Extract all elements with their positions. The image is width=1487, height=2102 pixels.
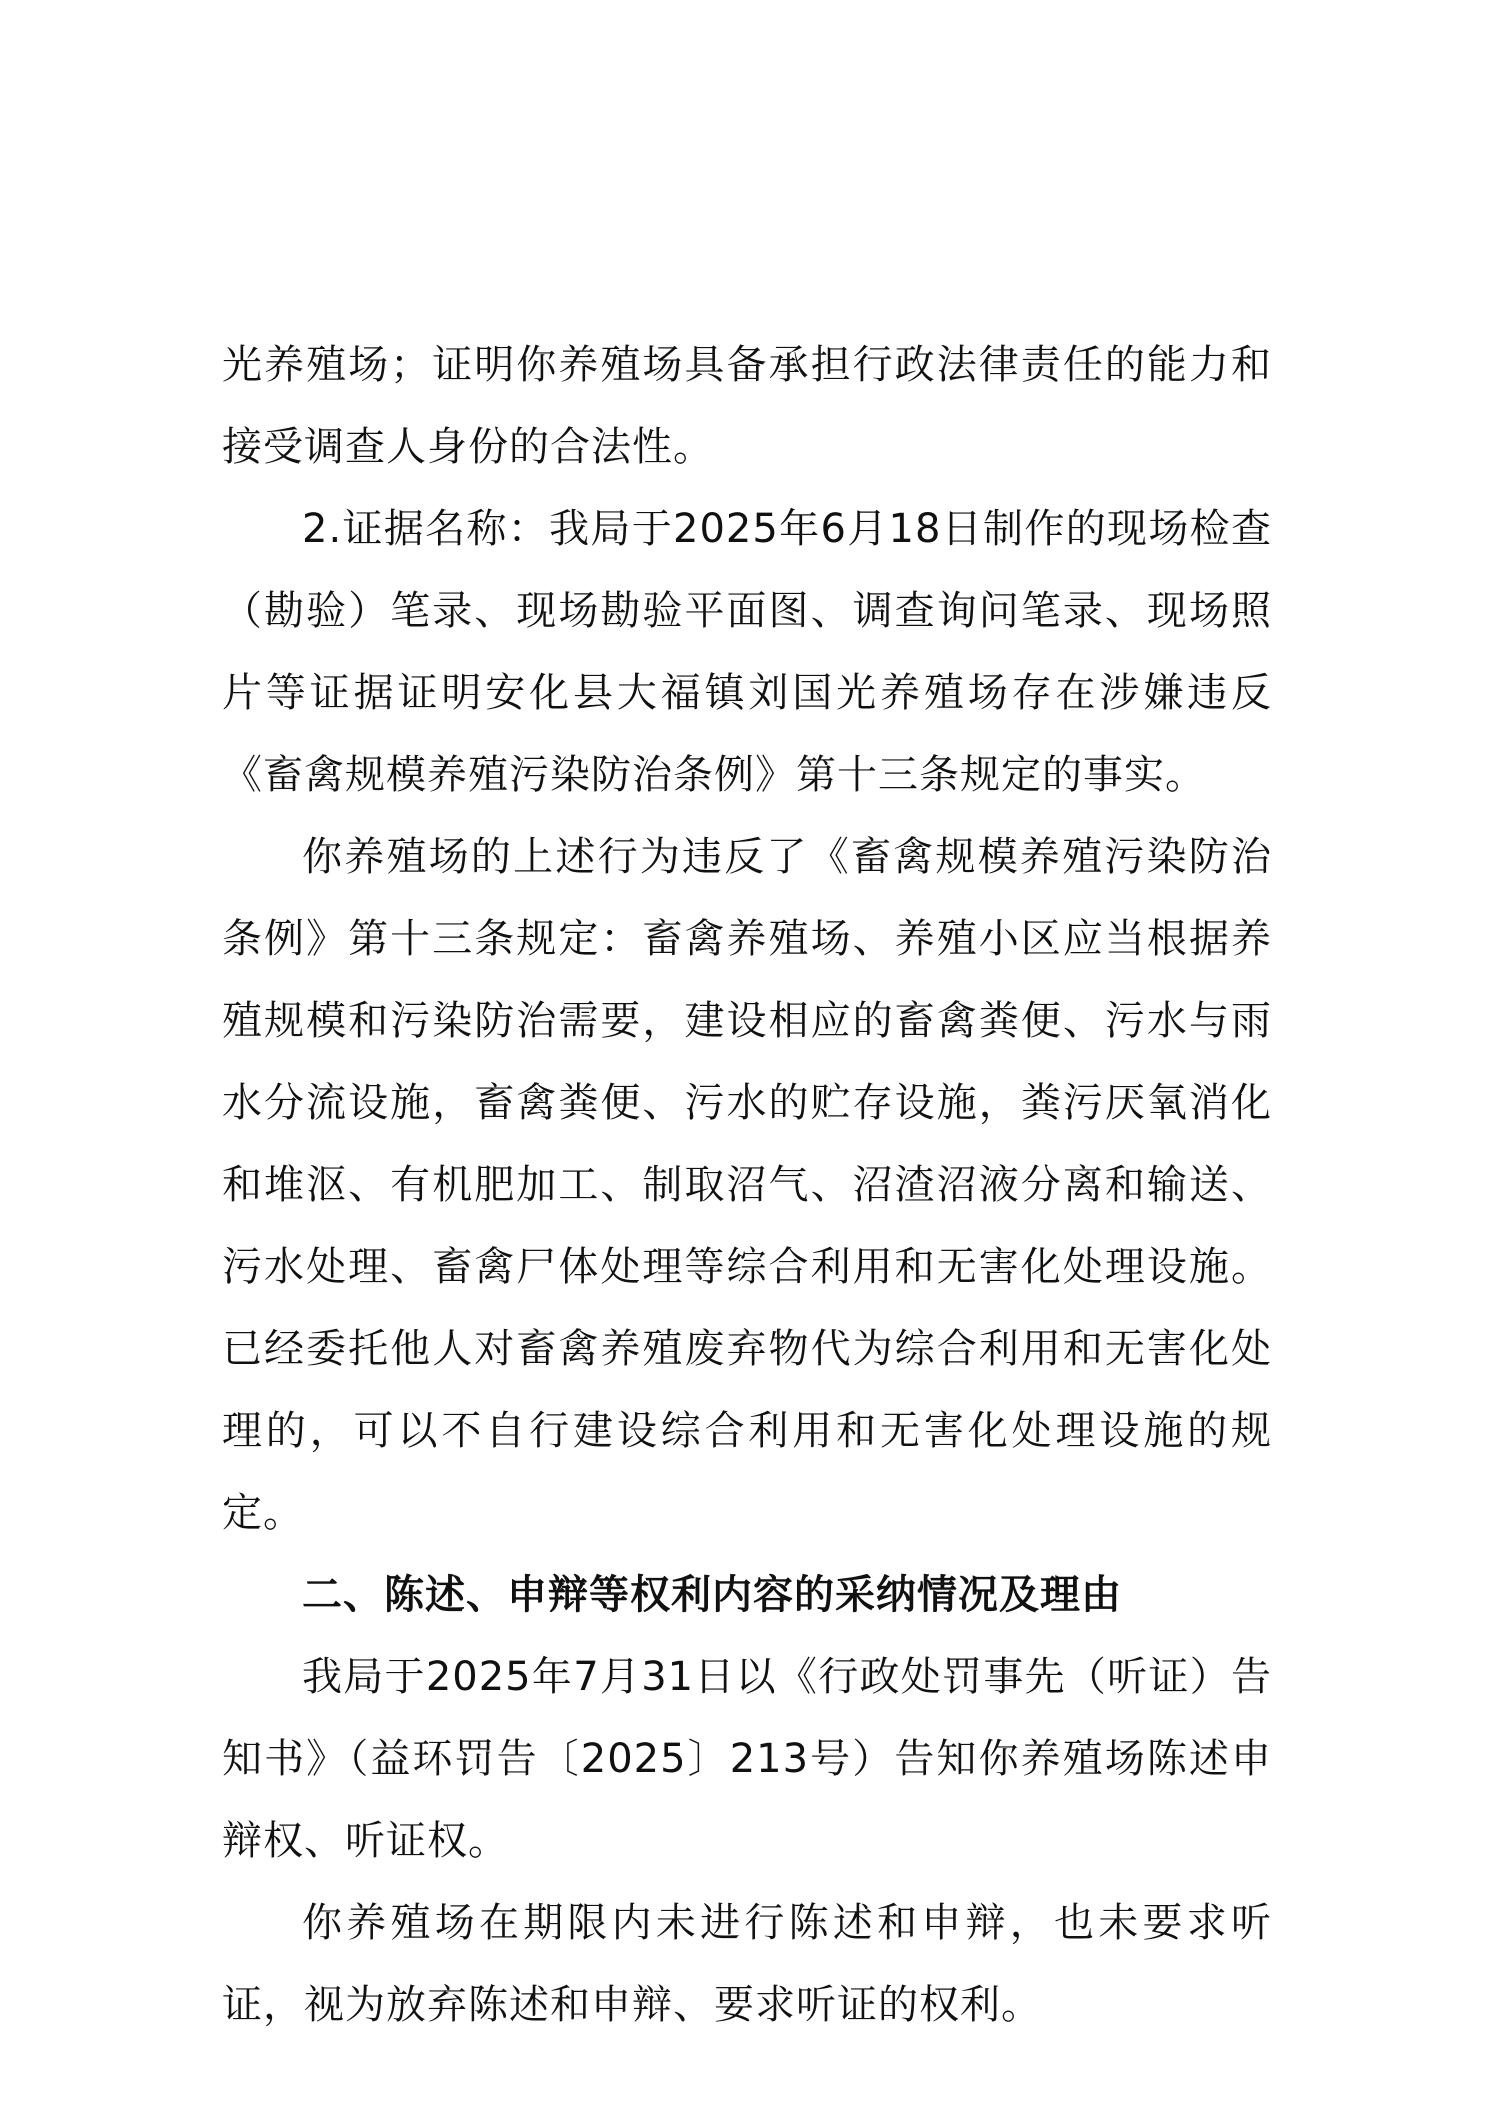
paragraph-violation: 你养殖场的上述行为违反了《畜禽规模养殖污染防治条例》第十三条规定：畜禽养殖场、养殖小区应当根据养殖规模和污染防治需要，建设相应的畜禽粪便、污水与雨水分流设施，畜禽粪便、污水的贮存设施，粪污厌氧消化和堆沤、有机肥加工、制取沼气、沼渣沼液分离和输送、污水处理、畜禽尸体处理等综合利用和无害化处理设施。已经委托他人对畜禽养殖废弃物代为综合利用和无害化处理的，可以不自行建设综合利用和无害化处理设施的规定。 [222,834,1272,1536]
document-body [222,324,1272,2046]
paragraph-evidence-2: 2.证据名称：我局于2025年6月18日制作的现场检查（勘验）笔录、现场勘验平面图、调查询问笔录、现场照片等证据证明安化县大福镇刘国光养殖场存在涉嫌违反《畜禽规模养殖污染防治条例》第十三条规定的事实。 [222,506,1272,798]
section-heading: 二、陈述、申辩等权利内容的采纳情况及理由 [302,1572,1122,1618]
paragraph-continuation: 光养殖场；证明你养殖场具备承担行政法律责任的能力和接受调查人身份的合法性。 [222,342,1272,470]
paragraph-notice: 我局于2025年7月31日以《行政处罚事先（听证）告知书》（益环罚告〔2025〕213号）告知你养殖场陈述申辩权、听证权。 [222,1654,1272,1864]
paragraph-waiver: 你养殖场在期限内未进行陈述和申辩，也未要求听证，视为放弃陈述和申辩、要求听证的权利。 [222,1900,1272,2028]
